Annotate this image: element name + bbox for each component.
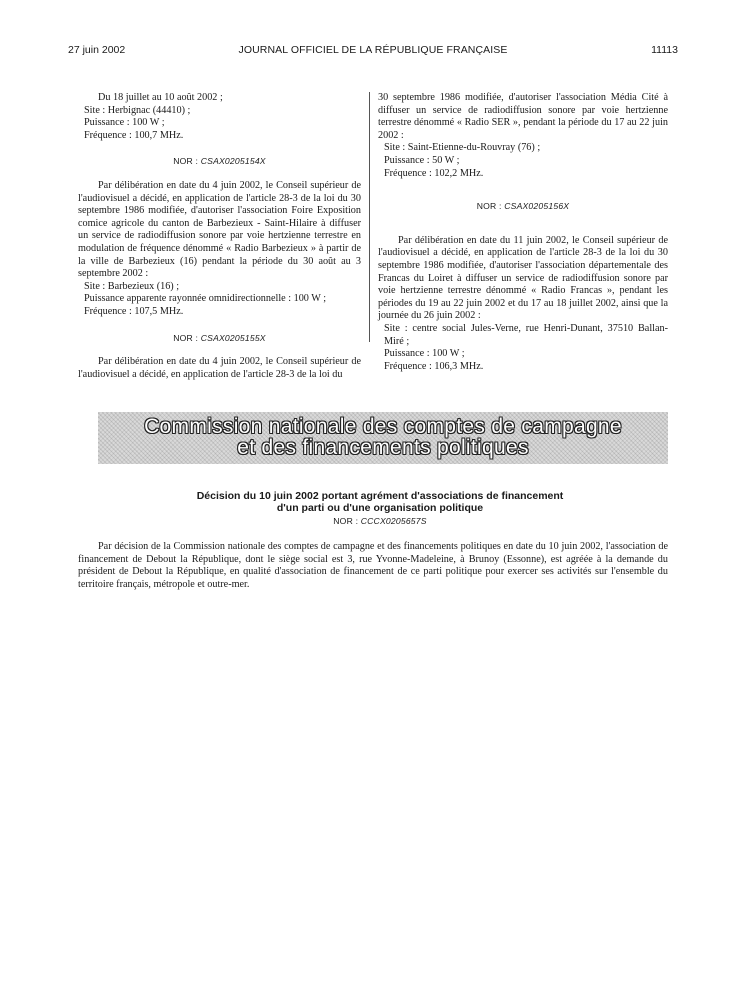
left-column: [78, 92, 361, 381]
nor-reference: [378, 200, 668, 213]
intro-line: Du 18 juillet au 10 août 2002 ;: [98, 92, 223, 103]
detail-line: Site : Saint-Etienne-du-Rouvray (76) ;: [384, 142, 541, 154]
section-banner: [98, 412, 668, 464]
nor-code: CSAX0205155X: [200, 332, 266, 343]
decision-nor-reference: [120, 516, 640, 526]
header-date: 27 juin 2002: [68, 44, 126, 56]
detail-line: Puissance : 100 W ;: [384, 348, 465, 360]
detail-line: Fréquence : 106,3 MHz.: [384, 360, 484, 372]
decision-body: Par décision de la Commission nationale des comptes de campagne et des financements politiques en date du 10 juin 2002, l'association de financement de Debout la République, dont le siège social est 3, rue Yvonne-Madeleine, à Brunoy (Essonne), est agréée à la demande du président de Debout la République, en qualité d'association de financement de ce parti politique pour exercer ses activités sur l'ensemble du territoire français, métropole et outre-mer.: [78, 541, 668, 590]
detail-line: Puissance apparente rayonnée omnidirectionnelle : 100 W ;: [84, 293, 327, 305]
deliberation-paragraph: Par délibération en date du 4 juin 2002, le Conseil supérieur de l'audiovisuel a décidé, en application de l'article 28-3 de la loi du: [78, 356, 361, 380]
page-number: 11113: [651, 44, 678, 56]
decision-title: [120, 491, 640, 514]
detail-line: Fréquence : 102,2 MHz.: [384, 167, 484, 179]
banner-line-1: Commission nationale des comptes de campagne: [144, 415, 622, 438]
deliberation-paragraph: 30 septembre 1986 modifiée, d'autoriser l'association Média Cité à diffuser un service de radiodiffusion sonore par voie hertzienne terrestre dénommé « Radio SER », pendant la période du 17 au 22 juin 2002 :: [378, 92, 668, 141]
detail-line: Site : Barbezieux (16) ;: [84, 280, 180, 292]
journal-title: JOURNAL OFFICIEL DE LA RÉPUBLIQUE FRANÇAISE: [238, 44, 508, 56]
right-column: [378, 92, 668, 373]
decision-title-line-1: Décision du 10 juin 2002 portant agrément d'associations de financement: [196, 490, 564, 502]
banner-line-2: et des financements politiques: [237, 436, 529, 459]
deliberation-paragraph: Par délibération en date du 11 juin 2002, le Conseil supérieur de l'audiovisuel a décidé, en application de l'article 28-3 de la loi du 30 septembre 1986 modifiée, d'autoriser l'association départementale des Francas du Loiret à diffuser un service de radiodiffusion sonore par voie hertzienne terrestre dénommé « Radio Francas », pendant les périodes du 19 au 22 juin 2002 et du 17 au 18 juillet 2002, ainsi que la journée du 26 juin 2002 :: [378, 234, 668, 322]
detail-line: Puissance : 50 W ;: [384, 154, 460, 166]
intro-line: Fréquence : 100,7 MHz.: [84, 129, 184, 141]
detail-line: Site : centre social Jules-Verne, rue Henri-Dunant, 37510 Ballan-Miré ;: [384, 322, 668, 347]
nor-reference: [78, 332, 361, 345]
intro-line: Puissance : 100 W ;: [84, 117, 165, 129]
intro-line: Site : Herbignac (44410) ;: [84, 104, 191, 116]
deliberation-paragraph: Par délibération en date du 4 juin 2002, le Conseil supérieur de l'audiovisuel a décidé, en application de l'article 28-3 de la loi du 30 septembre 1986 modifiée, d'autoriser l'association Foire Exposition comice agricole du canton de Barbezieux - Saint-Hilaire à diffuser un service de radiodiffusion sonore par voie hertzienne terrestre en modulation de fréquence dénommé « Radio Barbezieux » à partir de la ville de Barbezieux (16) pendant la période du 30 août au 3 septembre 2002 :: [78, 179, 361, 280]
nor-code: CSAX0205154X: [200, 156, 266, 167]
nor-label: NOR :: [173, 332, 199, 343]
page-header: [68, 44, 678, 58]
decision-title-line-2: d'un parti ou d'une organisation politique: [276, 501, 484, 514]
nor-code: CSAX0205156X: [504, 201, 570, 212]
nor-label: NOR :: [333, 516, 359, 526]
nor-reference: [78, 155, 361, 168]
nor-label: NOR :: [476, 201, 502, 212]
nor-label: NOR :: [173, 156, 199, 167]
column-divider: [369, 92, 370, 342]
detail-line: Fréquence : 107,5 MHz.: [84, 305, 184, 317]
nor-code: CCCX0205657S: [360, 516, 427, 526]
